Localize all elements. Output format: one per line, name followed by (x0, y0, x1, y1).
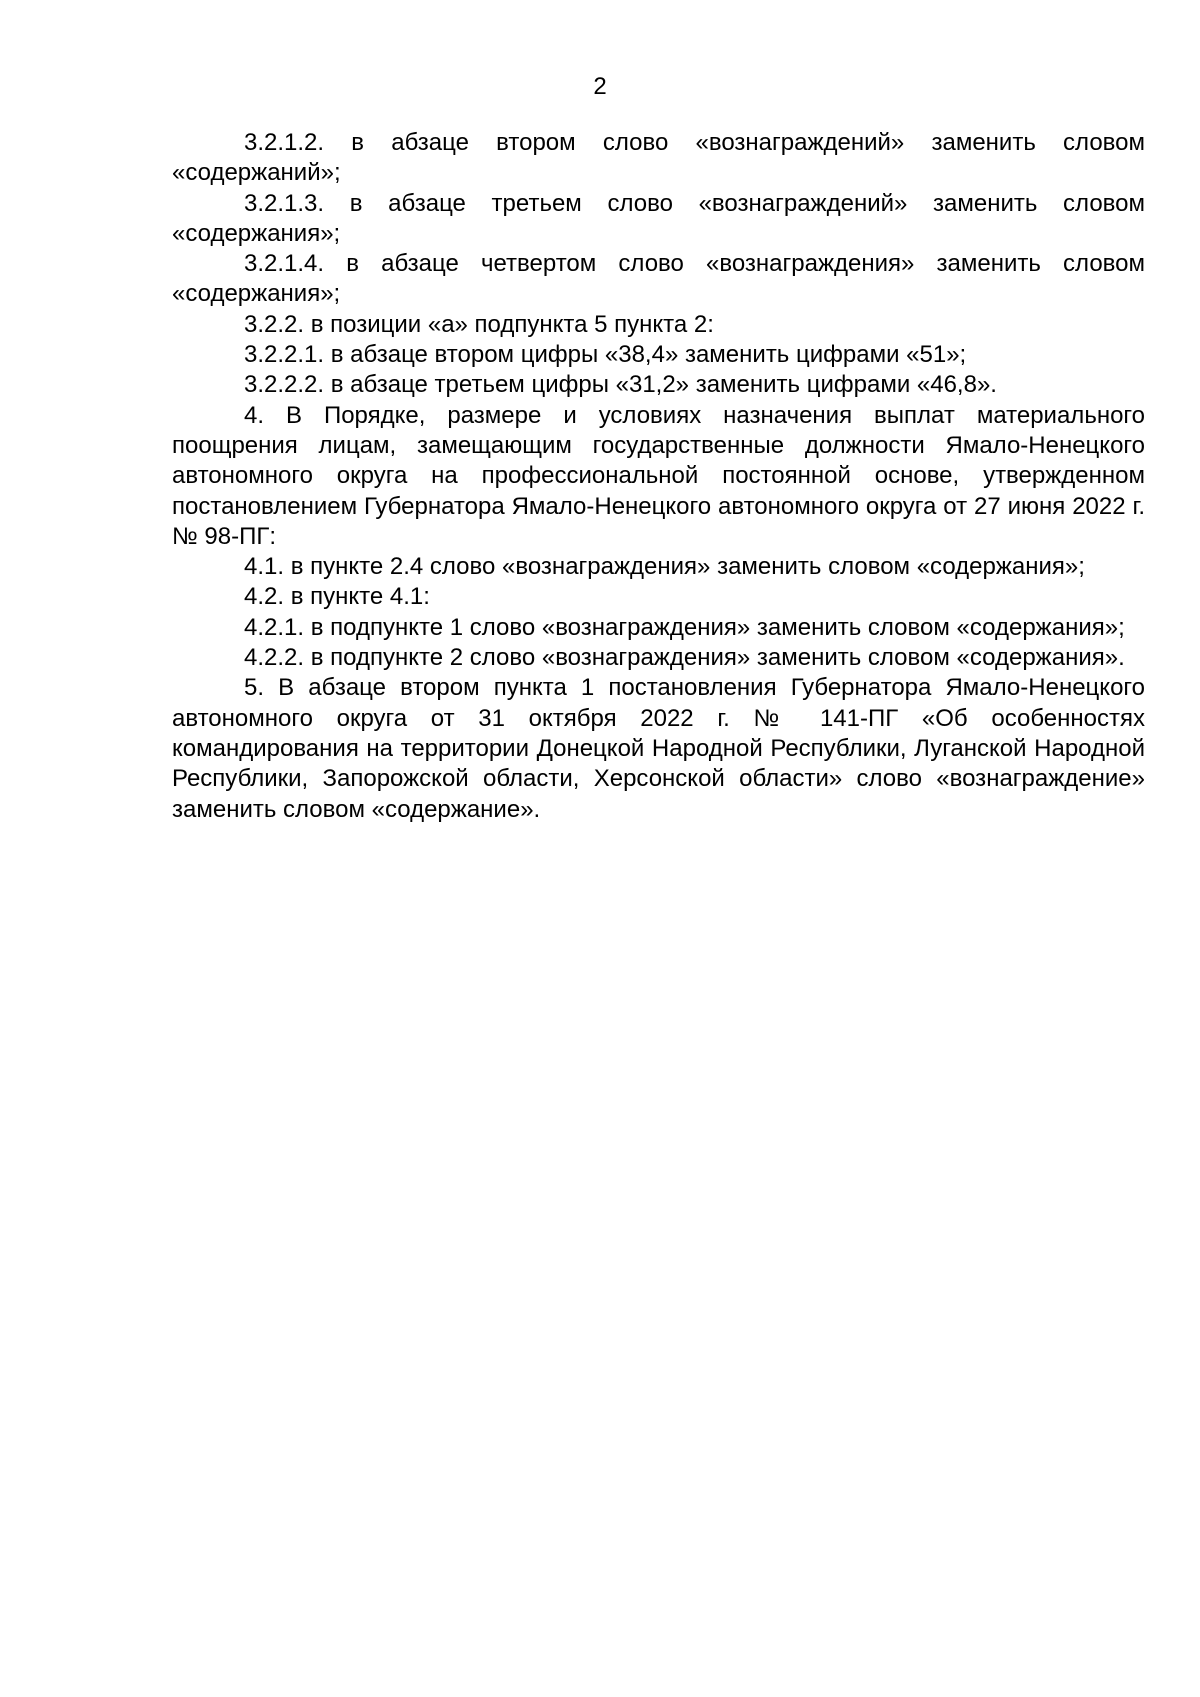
paragraph-3-2-2-1: 3.2.2.1. в абзаце втором цифры «38,4» заменить цифрами «51»; (244, 341, 967, 369)
paragraph-4-2: 4.2. в пункте 4.1: (244, 583, 430, 611)
paragraph-3-2-2: 3.2.2. в позиции «а» подпункта 5 пункта 2: (244, 310, 714, 338)
paragraph-3-2-2-2: 3.2.2.2. в абзаце третьем цифры «31,2» заменить цифрами «46,8». (244, 371, 997, 399)
document-body (172, 128, 1145, 825)
page-number: 2 (593, 73, 607, 100)
paragraph-4-1: 4.1. в пункте 2.4 слово «вознаграждения» заменить словом «содержания»; (244, 553, 1085, 581)
paragraph-3-2-1-2: 3.2.1.2. в абзаце втором слово «вознаграждений» заменить словом «содержаний»; (172, 129, 1145, 187)
paragraph-3-2-1-4: 3.2.1.4. в абзаце четвертом слово «вознаграждения» заменить словом «содержания»; (172, 250, 1145, 308)
paragraph-4-2-2: 4.2.2. в подпункте 2 слово «вознаграждения» заменить словом «содержания». (244, 644, 1125, 672)
paragraph-4-2-1: 4.2.1. в подпункте 1 слово «вознаграждения» заменить словом «содержания»; (244, 613, 1125, 641)
paragraph-5: 5. В абзаце втором пункта 1 постановления Губернатора Ямало-Ненецкого автономного округа от 31 октября 2022 г. № 141-ПГ «Об особенностях командирования на территории Донецкой Народной Республики, Луганской Народной Республики, Запорожской области, Херсонской области» слово «вознаграждение» заменить словом «содержание». (172, 674, 1145, 823)
paragraph-3-2-1-3: 3.2.1.3. в абзаце третьем слово «вознаграждений» заменить словом «содержания»; (172, 189, 1145, 247)
paragraph-4: 4. В Порядке, размере и условиях назначения выплат материального поощрения лицам, замещающим государственные должности Ямало-Ненецкого автономного округа на профессиональной постоянной основе, утвержденном постановлением Губернатора Ямало-Ненецкого автономного округа от 27 июня 2022 г. № 98-ПГ: (172, 401, 1145, 550)
